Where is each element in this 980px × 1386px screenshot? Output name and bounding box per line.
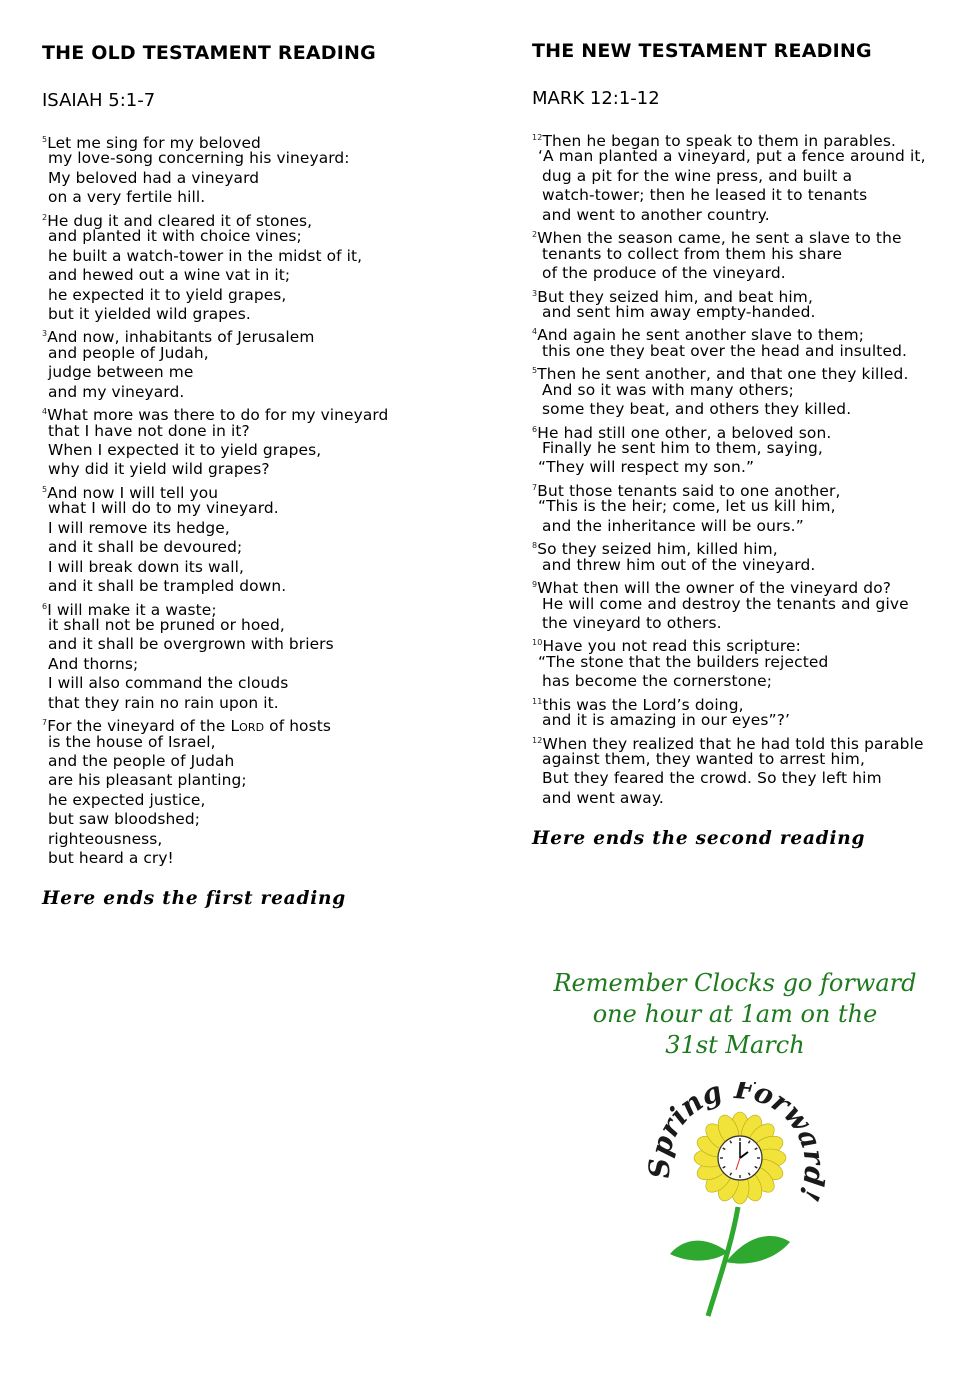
verse-text: judge between me [48,363,194,382]
verse-text-continued: of hosts [264,717,331,736]
verse-text: “The stone that the builders rejected [538,652,829,671]
verse-text: He had still one other, a beloved son. [537,423,832,442]
verse-text: He dug it and cleared it of stones, [47,211,313,230]
verse-line [532,614,926,633]
new-testament-heading: THE NEW TESTAMENT READING [532,40,872,62]
verse-line [532,206,926,225]
verse-text: He will come and destroy the tenants and give [542,594,909,613]
verse-text: this was the Lord’s doing, [542,695,744,714]
verse-text: tenants to collect from them his share [542,244,843,263]
verse-line [42,305,388,324]
verse-text: is the house of Israel, [48,732,216,751]
verse-line [42,849,388,868]
verse-text: Let me sing for my beloved [47,134,261,152]
verse-line [532,536,926,559]
verse-line [42,286,388,305]
verse-line [42,558,388,577]
verse-line [532,731,926,753]
verse-line [532,245,926,264]
verse-text: And thorns; [48,654,139,673]
verse-text: against them, they wanted to arrest him, [542,750,865,768]
verse-text: I will also command the clouds [48,674,289,693]
verse-text: righteousness, [48,829,163,848]
verse-number: 11 [532,696,543,706]
verse-line [532,692,926,714]
verse-text: my love-song concerning his vineyard: [48,149,350,168]
verse-text: he built a watch-tower in the midst of it, [48,246,363,265]
verse-text: of the produce of the vineyard. [542,264,786,283]
verse-line [42,713,388,736]
verse-text: are his pleasant planting; [48,771,247,790]
mark-passage [532,128,926,808]
verse-text: dug a pit for the wine press, and built a [542,166,853,185]
verse-line [42,363,388,382]
lord-small-caps: Lord [230,717,265,736]
verse-text: Finally he sent him to them, saying, [542,439,823,457]
verse-text: watch-tower; then he leased it to tenants [542,186,868,205]
verse-line [42,441,388,460]
verse-line [42,577,388,596]
verse-line [42,752,388,771]
verse-line [42,635,388,654]
verse-line [42,538,388,557]
verse-number: 12 [532,735,543,745]
verse-number: 5 [42,484,48,494]
verse-text: but it yielded wild grapes. [48,304,251,323]
clocks-reminder [540,968,930,1061]
verse-line [42,771,388,790]
verse-line [42,247,388,266]
verse-line [42,694,388,713]
verse-text: but heard a cry! [48,849,174,868]
verse-number: 2 [42,212,48,222]
verse-line [532,769,926,788]
verse-number: 7 [532,482,538,492]
verse-text: What then will the owner of the vineyard do? [537,579,892,598]
verse-line [532,789,926,808]
verse-text: and sent him away empty-handed. [542,302,816,321]
isaiah-reference: ISAIAH 5:1-7 [42,90,156,111]
first-reading-ending: Here ends the first reading [42,888,347,909]
verse-text: Then he began to speak to them in parables. [542,132,897,150]
verse-text: and went to another country. [542,205,770,224]
verse-line [42,402,389,425]
verse-line [42,422,388,441]
verse-line [42,830,388,849]
verse-line [42,266,388,285]
verse-text: When I expected it to yield grapes, [48,441,322,459]
verse-text: I will break down its wall, [48,557,245,576]
verse-number: 3 [42,329,48,339]
verse-line [532,458,926,477]
verse-number: 9 [532,580,538,590]
verse-text: And now, inhabitants of Jerusalem [47,328,315,347]
verse-number: 4 [42,407,48,417]
verse-text: what I will do to my vineyard. [48,499,279,518]
verse-line [42,130,388,152]
spring-forward-logo [640,1082,830,1322]
verse-text: But they seized him, and beat him, [537,287,813,306]
verse-text: and went away. [542,788,664,807]
verse-line [532,439,926,458]
mark-reference: MARK 12:1-12 [532,88,660,109]
verse-text: and it shall be trampled down. [48,577,287,596]
verse-line [42,616,388,635]
isaiah-passage [42,130,388,869]
verse-text: My beloved had a vineyard [48,168,260,187]
logo-text: Spring Forward! [642,1082,830,1206]
verse-line [42,227,388,246]
verse-line [42,324,388,347]
verse-line [532,711,926,730]
verse-number: 6 [42,601,48,611]
right-leaf [726,1236,790,1264]
verse-line [532,167,926,186]
verse-text: And so it was with many others; [542,380,794,399]
verse-text: But they feared the crowd. So they left him [542,769,882,788]
verse-line [532,284,926,306]
verse-text: he expected it to yield grapes, [48,285,287,304]
verse-number: 10 [532,638,543,648]
verse-line [532,653,926,672]
verse-number: 4 [532,327,538,337]
verse-text: he expected justice, [48,790,206,809]
verse-text: I will make it a waste; [47,600,217,619]
verse-number: 12 [532,133,543,142]
verse-line [532,225,926,248]
verse-line [532,633,926,656]
verse-number: 7 [42,718,48,728]
verse-text: For the vineyard of the [47,717,231,736]
verse-text: this one they beat over the head and insulted. [542,341,908,360]
verse-text: Have you not read this scripture: [542,637,801,656]
old-testament-heading: THE OLD TESTAMENT READING [42,42,376,64]
second-reading-ending: Here ends the second reading [532,828,866,849]
verse-text: And again he sent another slave to them; [537,326,865,345]
verse-text: When they realized that he had told this parable [542,734,924,753]
verse-line [42,188,388,207]
verse-line [42,499,388,518]
verse-text: and planted it with choice vines; [48,227,302,246]
verse-text: I will remove its hedge, [48,518,230,537]
verse-line [42,169,388,188]
verse-text: why did it yield wild grapes? [48,460,270,479]
verse-line [42,519,388,538]
verse-line [42,655,388,674]
verse-text: “They will respect my son.” [538,458,755,477]
verse-text: and people of Judah, [48,343,209,362]
verse-line [532,517,926,536]
verse-line [532,497,926,516]
verse-text: What more was there to do for my vineyard [47,406,389,425]
verse-line [532,575,926,598]
verse-line [532,556,926,575]
verse-text: but saw bloodshed; [48,810,201,829]
verse-number: 2 [532,230,538,240]
sunflower-clock-icon [640,1082,830,1322]
verse-line [42,597,388,619]
verse-text: But those tenants said to one another, [537,481,841,500]
verse-line [42,460,388,479]
verse-line [42,480,388,502]
verse-number: 5 [42,135,48,144]
verse-text: and hewed out a wine vat in it; [48,266,291,285]
verse-text: “This is the heir; come, let us kill him, [538,497,836,516]
verse-text: So they seized him, killed him, [537,540,778,559]
verse-line [42,344,388,363]
verse-number: 8 [532,541,538,551]
verse-text: and it is amazing in our eyes”?’ [542,711,791,730]
verse-text: it shall not be pruned or hoed, [48,615,285,634]
verse-line [42,383,388,402]
verse-line [532,147,926,166]
verse-text: ‘A man planted a vineyard, put a fence around it, [538,147,926,166]
verse-text: and it shall be devoured; [48,538,243,557]
verse-number: 5 [532,366,538,376]
verse-text: Then he sent another, and that one they killed. [537,365,909,384]
verse-text: and the people of Judah [48,752,235,770]
reminder-line-1: Remember Clocks go forward [553,969,917,997]
verse-text: on a very fertile hill. [48,188,206,207]
verse-text: has become the cornerstone; [542,672,773,691]
verse-line [532,478,926,500]
verse-text: that they rain no rain upon it. [48,693,279,712]
verse-line [532,672,926,691]
verse-text: and it shall be overgrown with briers [48,635,334,654]
verse-line [532,595,926,614]
verse-number: 3 [532,288,538,298]
reminder-line-3: 31st March [665,1031,805,1059]
verse-line [42,810,388,829]
verse-line [532,128,926,150]
verse-line [42,149,388,168]
verse-line [532,303,926,322]
verse-line [532,342,926,361]
verse-line [532,400,926,419]
verse-line [532,361,926,384]
verse-text: and the inheritance will be ours.” [542,516,804,535]
reminder-line-2: one hour at 1am on the [592,1000,878,1028]
verse-text: some they beat, and others they killed. [542,400,852,419]
left-leaf [670,1241,728,1261]
verse-line [42,208,388,230]
verse-line [532,381,926,400]
verse-line [532,322,926,345]
verse-line [42,674,388,693]
verse-line [532,264,926,283]
verse-text: and my vineyard. [48,382,185,401]
verse-text: And now I will tell you [47,483,219,502]
verse-line [42,791,388,810]
verse-number: 6 [532,424,538,434]
verse-text: that I have not done in it? [48,421,250,440]
verse-text: and threw him out of the vineyard. [542,555,816,574]
verse-text: the vineyard to others. [542,613,722,632]
verse-line [42,733,388,752]
verse-line [532,186,926,205]
verse-text: When the season came, he sent a slave to the [537,229,902,248]
verse-line [532,420,926,442]
